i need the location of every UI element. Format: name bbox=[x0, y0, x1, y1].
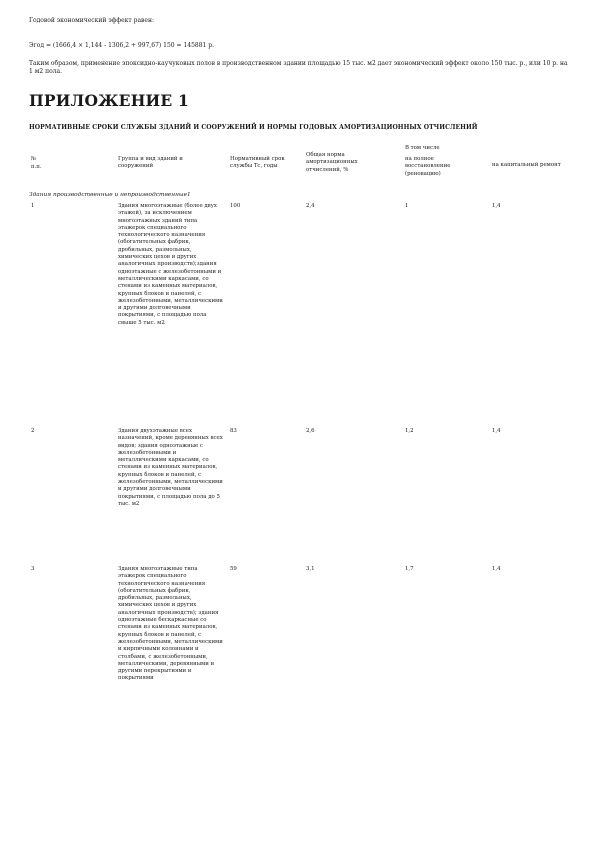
header-including: В том числе bbox=[405, 145, 440, 151]
row-3-renovation: 1,7 bbox=[405, 566, 414, 572]
row-3-description: Здания многоэтажные типа этажерок специального технологического назначения (обогатительных фабрик, дробильных, размольных, химических цехов и других аналогичных производств); здания одноэтажные бескаркасные со стенами из каменных материалов, крупных блоков и панелей, с железобетонными, металлическими и кирпичными колоннами и столбами, с железобетонными, металлическими, деревянными и другими перекрытиями и покрытиями bbox=[118, 566, 223, 682]
row-2-num: 2 bbox=[31, 428, 35, 434]
row-1-total-norm: 2,4 bbox=[306, 203, 315, 209]
row-1-service-life: 100 bbox=[230, 203, 241, 209]
formula-line: Эгод = (1666,4 × 1,144 - 1306,2 + 997,67) 150 = 145881 р. bbox=[29, 42, 215, 49]
header-num-line2: п.п. bbox=[31, 164, 42, 170]
row-2-total-norm: 2,6 bbox=[306, 428, 315, 434]
section-heading: Здания производственные и непроизводственные1 bbox=[29, 191, 191, 198]
row-2-capital-repair: 1,4 bbox=[492, 428, 501, 434]
row-1-renovation: 1 bbox=[405, 203, 409, 209]
appendix-title: ПРИЛОЖЕНИЕ 1 bbox=[29, 91, 189, 110]
appendix-subtitle: НОРМАТИВНЫЕ СРОКИ СЛУЖБЫ ЗДАНИЙ И СООРУЖЕНИЙ И НОРМЫ ГОДОВЫХ АМОРТИЗАЦИОННЫХ ОТЧИСЛЕНИЙ bbox=[29, 124, 478, 131]
row-1-num: 1 bbox=[31, 203, 35, 209]
row-1-capital-repair: 1,4 bbox=[492, 203, 501, 209]
header-num-line1: № bbox=[31, 156, 37, 162]
intro-line: Годовой экономический эффект равен: bbox=[29, 17, 154, 24]
row-2-renovation: 1,2 bbox=[405, 428, 414, 434]
row-1-description: Здания многоэтажные (более двух этажей), за исключением многоэтажных зданий типа этажерок специального технологического назначения (обогатительных фабрик, дробильных, размольных, химических цехов и других аналогичных производств);здания одноэтажные с железобетонными и металлическими каркасами, со стенами из каменных материалов, крупных блоков и панелей, с железобетонными, металлическими и другими долговечными покрытиями, с площадью пола свыше 5 тыс. м2 bbox=[118, 203, 223, 326]
row-3-total-norm: 3,1 bbox=[306, 566, 315, 572]
header-total-norm: Общая норма амортизационных отчислений, % bbox=[306, 152, 358, 173]
header-group: Группа и вид зданий и сооружений bbox=[118, 156, 183, 170]
row-3-num: 3 bbox=[31, 566, 35, 572]
header-renovation: на полное восстановление (реновацию) bbox=[405, 156, 451, 177]
row-2-description: Здания двухэтажные всех назначений, кроме деревянных всех видов; здания одноэтажные с железобетонными и металлическими каркасами, со стенами из каменных материалов, крупных блоков и панелей, с железобетонными, металлическими и другими долговечными покрытиями, с площадью пола до 5 тыс. м2 bbox=[118, 428, 223, 507]
header-capital-repair: на капитальный ремонт bbox=[492, 162, 561, 168]
row-2-service-life: 83 bbox=[230, 428, 237, 434]
row-3-service-life: 59 bbox=[230, 566, 237, 572]
header-service-life: Нормативный срок службы Тс, годы bbox=[230, 156, 285, 170]
row-3-capital-repair: 1,4 bbox=[492, 566, 501, 572]
conclusion-paragraph: Таким образом, применение эпоксидно-каучуковых полов в производственном здании площадью 15 тыс. м2 дает экономический эффект около 150 тыс. р., или 10 р. на 1 м2 пола. bbox=[29, 60, 568, 75]
